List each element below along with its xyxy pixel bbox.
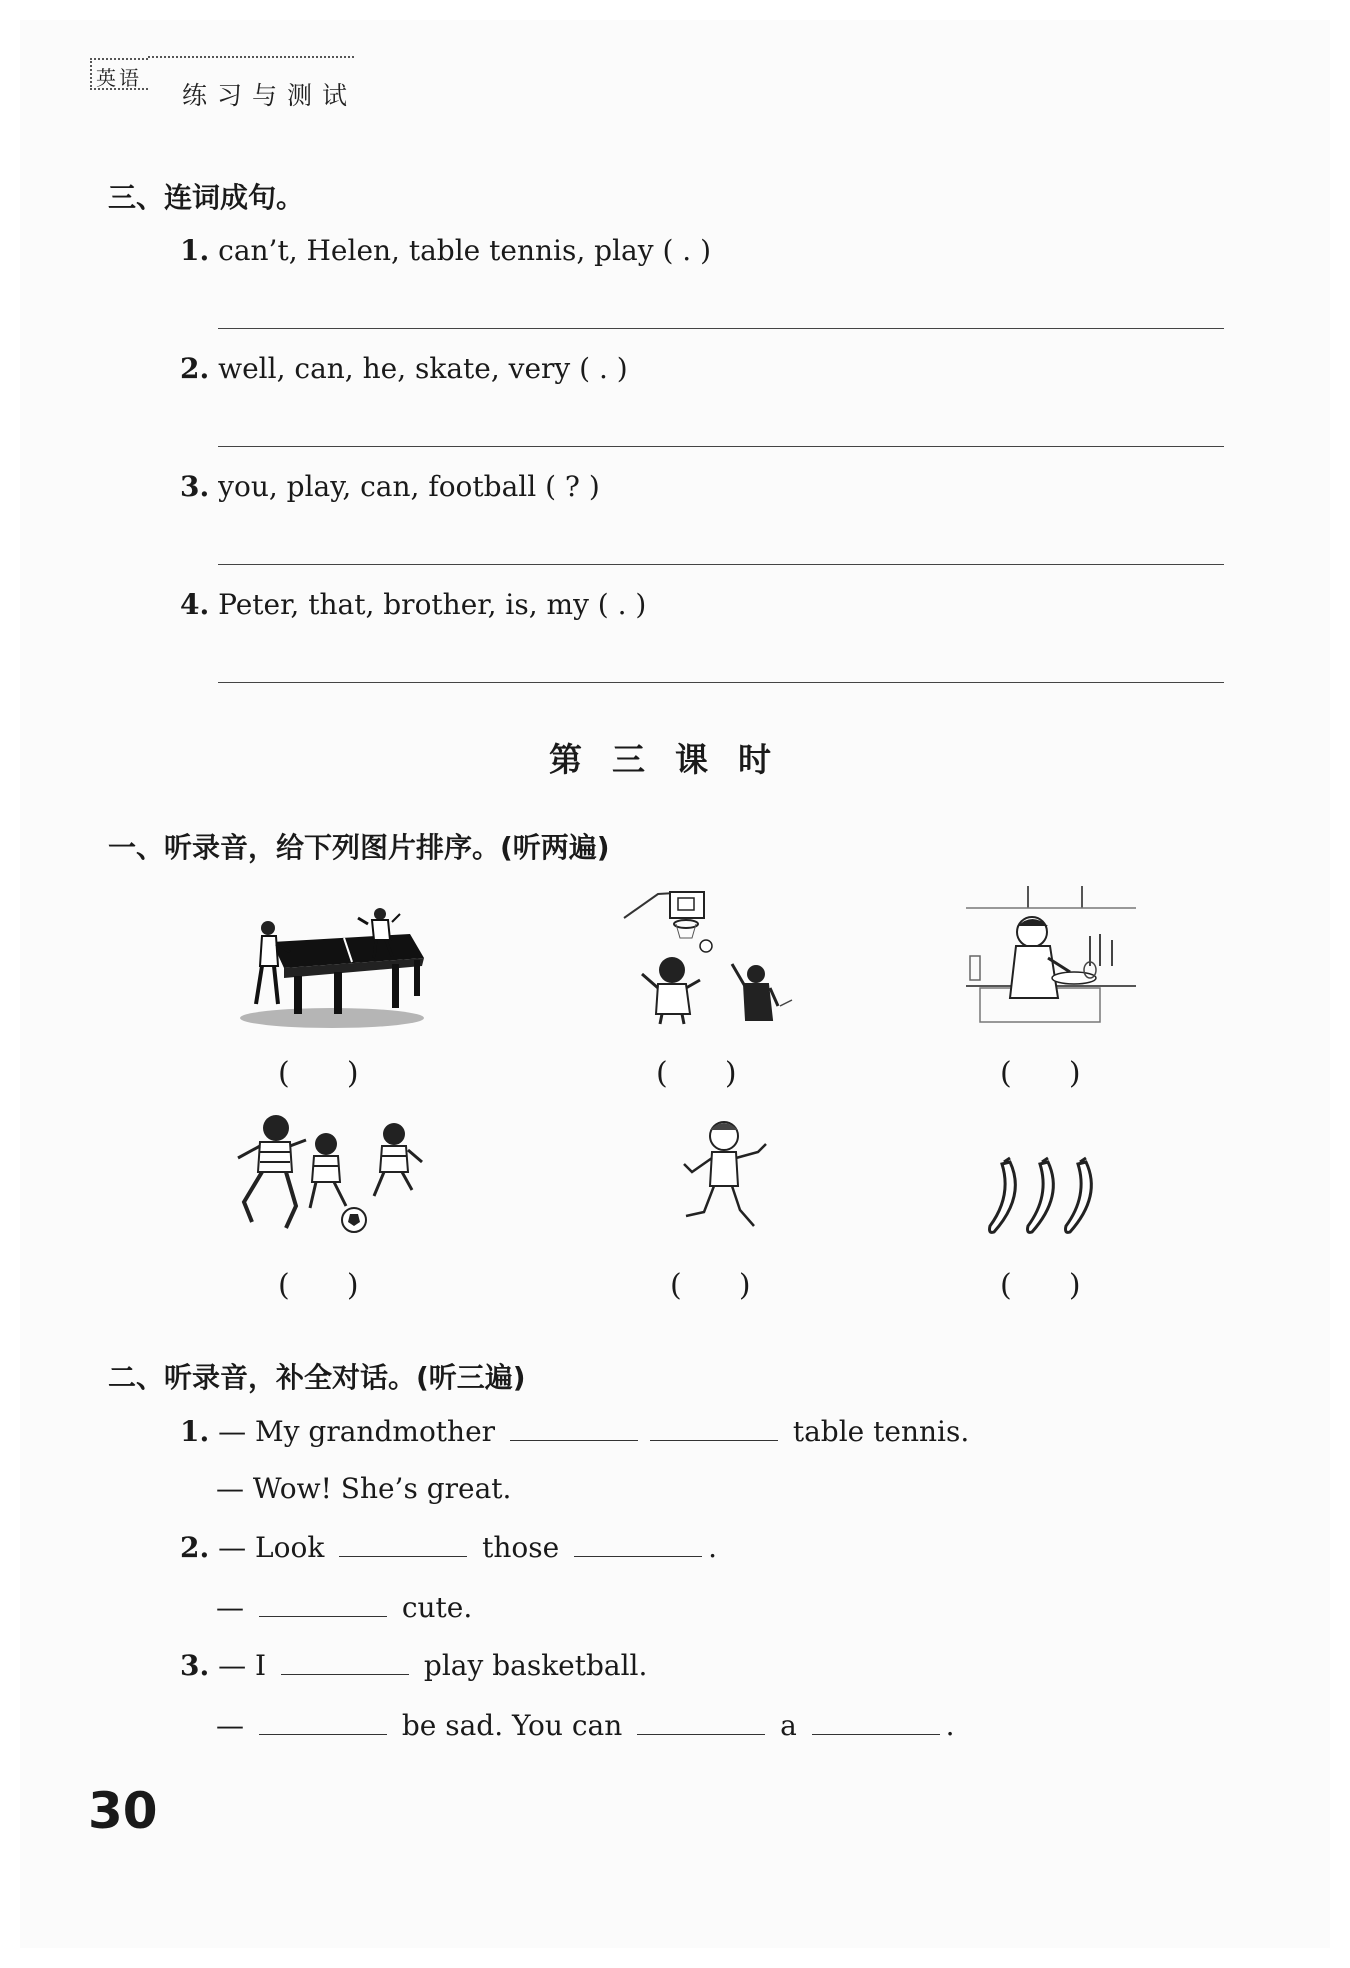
dialogue-text: those xyxy=(482,1531,560,1564)
question-number: 3. xyxy=(180,470,210,503)
dialogue-text: . xyxy=(708,1531,718,1564)
answer-line-3[interactable] xyxy=(218,564,1224,565)
dialogue-3-line-a xyxy=(180,1648,647,1682)
blank-field[interactable] xyxy=(281,1648,409,1675)
blank-field[interactable] xyxy=(510,1414,638,1441)
section-title-listen-order: 一、听录音，给下列图片排序。(听两遍) xyxy=(108,831,610,864)
dialogue-dash: — xyxy=(216,1591,244,1624)
dialogue-text: be sad. You can xyxy=(401,1709,623,1742)
header-dotted-underline xyxy=(90,88,148,90)
dialogue-text: . xyxy=(945,1709,955,1742)
blank-field[interactable] xyxy=(574,1530,702,1557)
book-title: 练习与测试 xyxy=(182,81,358,110)
dialogue-text: — I xyxy=(218,1649,267,1682)
cooking-picture xyxy=(966,886,1136,1028)
answer-line-2[interactable] xyxy=(218,446,1224,447)
section-title-word-order: 三、连词成句。 xyxy=(108,181,305,214)
dialogue-1-line-a xyxy=(180,1414,969,1448)
question-words: can’t, Helen, table tennis, play ( . ) xyxy=(218,234,711,267)
question-number: 4. xyxy=(180,588,210,621)
answer-line-1[interactable] xyxy=(218,328,1224,329)
question-words: well, can, he, skate, very ( . ) xyxy=(218,352,628,385)
dialogue-text: play basketball. xyxy=(423,1649,648,1682)
dialogue-number: 1. xyxy=(180,1415,210,1448)
dialogue-text: — My grandmother xyxy=(218,1415,496,1448)
question-3 xyxy=(180,470,600,503)
answer-paren-1[interactable]: ( ) xyxy=(278,1056,359,1091)
question-number: 2. xyxy=(180,352,210,385)
answer-paren-2[interactable]: ( ) xyxy=(656,1056,737,1091)
answer-paren-6[interactable]: ( ) xyxy=(1000,1268,1081,1303)
answer-paren-3[interactable]: ( ) xyxy=(1000,1056,1081,1091)
dialogue-dash: — xyxy=(216,1709,244,1742)
question-words: you, play, can, football ( ? ) xyxy=(218,470,600,503)
dialogue-2-line-b xyxy=(216,1590,472,1624)
running-boy-picture xyxy=(674,1116,774,1238)
answer-line-4[interactable] xyxy=(218,682,1224,683)
basketball-picture xyxy=(620,888,800,1028)
question-4 xyxy=(180,588,646,621)
blank-field[interactable] xyxy=(650,1414,778,1441)
blank-field[interactable] xyxy=(259,1590,387,1617)
dialogue-2-line-a xyxy=(180,1530,717,1564)
question-words: Peter, that, brother, is, my ( . ) xyxy=(218,588,647,621)
dialogue-text: table tennis. xyxy=(792,1415,970,1448)
dialogue-number: 3. xyxy=(180,1649,210,1682)
dialogue-number: 2. xyxy=(180,1531,210,1564)
table-tennis-picture xyxy=(232,900,427,1030)
question-2 xyxy=(180,352,628,385)
section-title-listen-complete: 二、听录音，补全对话。(听三遍) xyxy=(108,1361,526,1394)
lesson-title: 第三课时 xyxy=(549,740,801,779)
blank-field[interactable] xyxy=(259,1708,387,1735)
blank-field[interactable] xyxy=(812,1708,940,1735)
football-picture xyxy=(226,1110,436,1242)
question-number: 1. xyxy=(180,234,210,267)
dialogue-text: cute. xyxy=(401,1591,473,1624)
answer-paren-5[interactable]: ( ) xyxy=(670,1268,751,1303)
dialogue-text: a xyxy=(780,1709,797,1742)
dialogue-text: — Look xyxy=(218,1531,325,1564)
bananas-picture xyxy=(986,1156,1114,1240)
dialogue-1-line-b: — Wow! She’s great. xyxy=(216,1472,512,1505)
answer-paren-4[interactable]: ( ) xyxy=(278,1268,359,1303)
dialogue-3-line-b xyxy=(216,1708,955,1742)
subject-tag: 英语 xyxy=(90,58,148,90)
question-1 xyxy=(180,234,711,267)
page-number: 30 xyxy=(88,1782,158,1840)
blank-field[interactable] xyxy=(339,1530,467,1557)
blank-field[interactable] xyxy=(637,1708,765,1735)
header-dotted-line xyxy=(148,56,354,58)
